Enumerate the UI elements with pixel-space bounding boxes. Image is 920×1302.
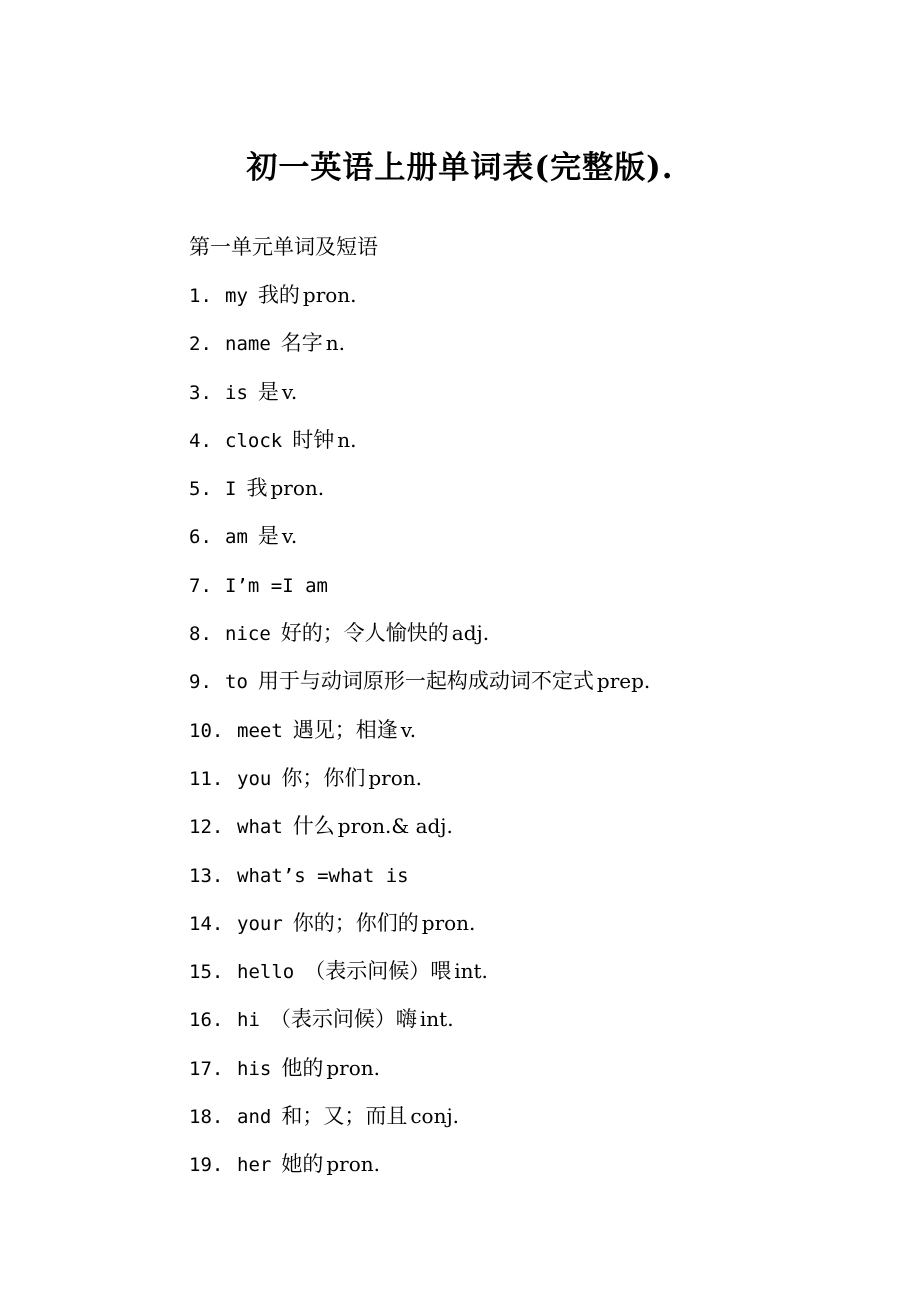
entry-meaning: 什么 <box>292 814 335 839</box>
entry-word: hi <box>237 1009 260 1032</box>
entry-number: 17. <box>189 1057 224 1080</box>
entry-meaning: 她的 <box>281 1152 324 1177</box>
entry-number: 15. <box>189 961 224 984</box>
word-entry <box>189 659 889 707</box>
word-entry <box>189 563 889 611</box>
entry-part-of-speech: v. <box>281 524 298 549</box>
word-entry <box>189 853 889 901</box>
entry-number: 10. <box>189 719 224 742</box>
entry-meaning: 我 <box>246 476 268 501</box>
entry-meaning: 用于与动词原形一起构成动词不定式 <box>257 669 594 694</box>
word-entry <box>189 901 889 949</box>
entry-word: to <box>225 671 248 694</box>
entry-word: what <box>237 816 283 839</box>
entry-meaning: 时钟 <box>292 427 335 452</box>
entry-number: 8. <box>189 623 212 646</box>
word-entry <box>189 1094 889 1142</box>
entry-number: 12. <box>189 816 224 839</box>
entry-word: name <box>225 333 271 356</box>
word-entry <box>189 997 889 1045</box>
entry-number: 9. <box>189 671 212 694</box>
entry-meaning: 是 <box>257 379 279 404</box>
entry-meaning: 好的；令人愉快的 <box>280 621 449 646</box>
entry-number: 2. <box>189 333 212 356</box>
entry-part-of-speech: pron. <box>421 910 476 935</box>
entry-number: 18. <box>189 1106 224 1129</box>
entry-word: hello <box>237 961 295 984</box>
entry-part-of-speech: pron. <box>326 1055 380 1080</box>
entry-part-of-speech: prep. <box>596 669 651 694</box>
word-entry <box>189 418 889 466</box>
word-entry <box>189 273 889 321</box>
entry-number: 3. <box>189 381 212 404</box>
word-entry <box>189 708 889 756</box>
entry-meaning: 我的 <box>257 283 300 307</box>
entry-meaning: 他的 <box>281 1055 324 1080</box>
entry-meaning: 你的；你们的 <box>292 910 419 935</box>
entry-meaning: 你；你们 <box>281 765 366 790</box>
word-entry <box>189 1046 889 1094</box>
entry-part-of-speech: n. <box>337 427 357 452</box>
entry-word: his <box>237 1057 272 1080</box>
entry-number: 1. <box>189 285 212 307</box>
entry-number: 19. <box>189 1154 224 1177</box>
entry-word: my <box>225 285 248 307</box>
entry-part-of-speech: adj. <box>451 621 490 646</box>
entry-part-of-speech: int. <box>419 1007 454 1032</box>
entry-part-of-speech: int. <box>454 959 488 984</box>
entry-word: her <box>237 1154 272 1177</box>
word-entry <box>189 949 889 997</box>
section-heading: 第一单元单词及短语 <box>189 235 378 259</box>
entry-number: 14. <box>189 912 224 935</box>
entry-part-of-speech: pron. <box>270 476 325 501</box>
entry-word: your <box>237 912 283 935</box>
word-entry <box>189 756 889 804</box>
word-entry <box>189 1142 889 1190</box>
entry-number: 13. <box>189 864 224 887</box>
entry-part-of-speech: pron. <box>302 283 357 307</box>
entry-part-of-speech: v. <box>400 717 417 742</box>
entry-word: nice <box>225 623 271 646</box>
entry-meaning: 名字 <box>280 331 323 356</box>
entry-number: 4. <box>189 429 212 452</box>
entry-word: am <box>225 526 248 549</box>
entry-part-of-speech: pron. <box>326 1152 380 1177</box>
entry-meaning: 是 <box>257 524 279 549</box>
entry-word: I <box>225 478 237 501</box>
entry-number: 5. <box>189 478 212 501</box>
entry-part-of-speech: v. <box>281 379 298 404</box>
document-content <box>189 225 889 1191</box>
word-entry <box>189 611 889 659</box>
entry-number: 16. <box>189 1009 224 1032</box>
document-title: 初一英语上册单词表(完整版). <box>246 150 674 186</box>
entry-word: what’s =what is <box>237 864 409 887</box>
word-entry <box>189 514 889 562</box>
entry-meaning: 遇见；相逢 <box>292 717 398 742</box>
word-entry <box>189 370 889 418</box>
entry-meaning: （表示问候）嗨 <box>269 1007 417 1032</box>
entry-part-of-speech: n. <box>325 331 346 356</box>
entry-word: is <box>225 381 248 404</box>
word-entry <box>189 321 889 369</box>
entry-word: meet <box>237 719 283 742</box>
entry-number: 7. <box>189 574 212 597</box>
word-list <box>189 273 889 1191</box>
entry-part-of-speech: conj. <box>410 1104 460 1129</box>
entry-meaning: （表示问候）喂 <box>304 959 452 984</box>
entry-part-of-speech: pron.& adj. <box>337 814 453 839</box>
word-entry <box>189 466 889 514</box>
entry-word: I’m =I am <box>225 574 328 597</box>
word-entry <box>189 804 889 852</box>
entry-word: you <box>237 767 272 790</box>
entry-part-of-speech: pron. <box>368 765 422 790</box>
entry-number: 11. <box>189 767 224 790</box>
entry-word: and <box>237 1106 272 1129</box>
entry-meaning: 和；又；而且 <box>281 1104 408 1129</box>
entry-word: clock <box>225 429 283 452</box>
entry-number: 6. <box>189 526 212 549</box>
